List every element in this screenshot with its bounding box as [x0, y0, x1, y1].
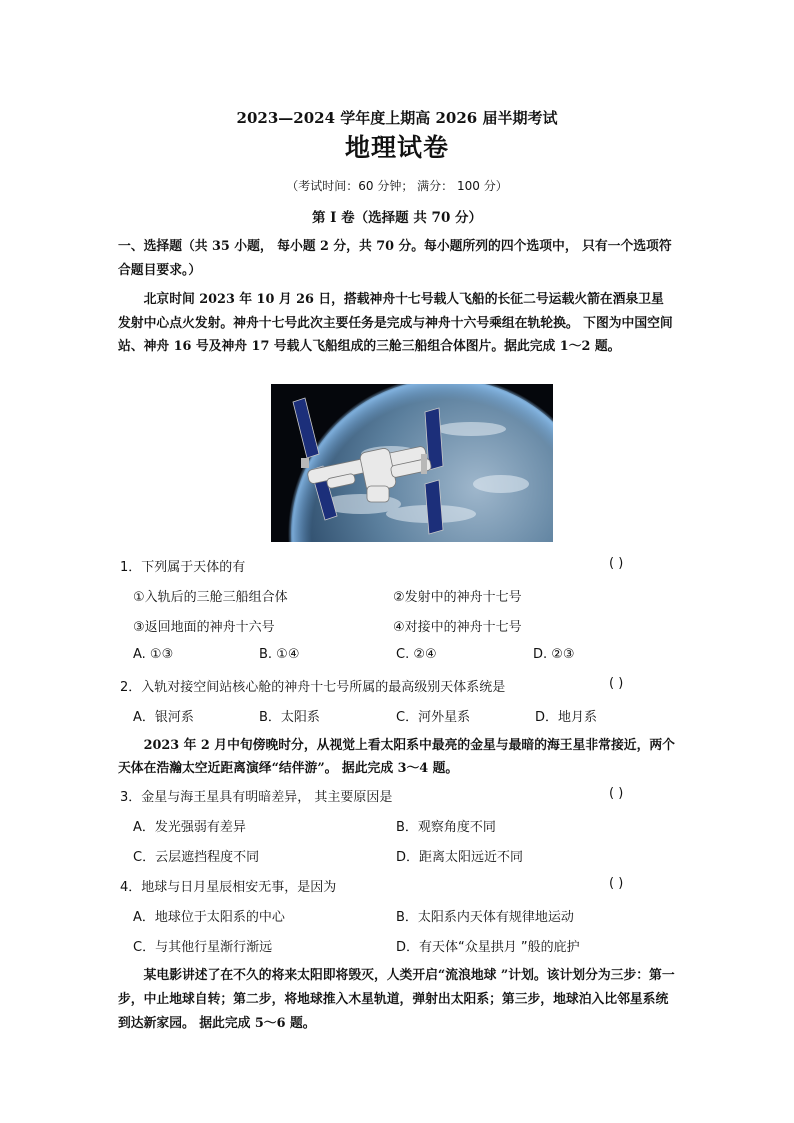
question-3-option-c: C．云层遮挡程度不同: [133, 850, 260, 865]
question-4-option-d: D．有天体“众星拱月 ”般的庇护: [396, 940, 580, 955]
material-2: 2023 年 2 月中旬傍晚时分，从视觉上看太阳系中最亮的金星与最暗的海王星非常接近，两个天体在浩瀚太空近距离演绎“结伴游”。 据此完成 3～4 题。: [118, 738, 675, 776]
question-2-answer-paren: ( ): [609, 676, 624, 691]
question-4-option-b: B．太阳系内天体有规律地运动: [396, 910, 574, 925]
question-4-option-a: A．地球位于太阳系的中心: [133, 910, 285, 925]
question-2-stem: 2．入轨对接空间站核心舱的神舟十七号所属的最高级别天体系统是: [120, 680, 506, 695]
question-1-stem: 1．下列属于天体的有: [120, 560, 246, 575]
part-title: 第 I 卷（选择题 共 70 分）: [311, 210, 483, 226]
space-station-photo: [271, 384, 553, 542]
question-1-option-a: A. ①③: [133, 647, 174, 662]
question-4-option-c: C．与其他行星渐行渐远: [133, 940, 273, 955]
question-1-item-1: ①入轨后的三舱三船组合体: [133, 590, 288, 605]
question-2-option-b: B．太阳系: [259, 710, 320, 725]
material-3: 某电影讲述了在不久的将来太阳即将毁灭，人类开启“流浪地球 ”计划。该计划分为三步：第一步，中止地球自转；第二步，将地球推入木星轨道，弹射出太阳系；第三步，地球泊入比邻星系统到达新家园。 据此完成 5～6 题。: [118, 968, 675, 1031]
question-2-option-d: D．地月系: [535, 710, 598, 725]
question-1-item-4: ④对接中的神舟十七号: [393, 620, 522, 635]
material-1: 北京时间 2023 年 10 月 26 日，搭载神舟十七号载人飞船的长征二号运载火箭在酒泉卫星发射中心点火发射。神舟十七号此次主要任务是完成与神舟十六号乘组在轨轮换。 下图为中国空间站、神舟 16 号及神舟 17 号载人飞船组成的三舱三船组合体图片。据此完成 1～2 题。: [118, 292, 673, 354]
question-2-option-a: A．银河系: [133, 710, 194, 725]
exam-meta: （考试时间：60 分钟； 满分： 100 分）: [286, 179, 508, 193]
exam-header: 2023—2024 学年度上期高 2026 届半期考试: [236, 109, 558, 127]
question-3-option-d: D．距离太阳远近不同: [396, 850, 524, 865]
question-1-option-c: C. ②④: [396, 647, 437, 662]
question-1-item-2: ②发射中的神舟十七号: [393, 590, 522, 605]
question-1-item-3: ③返回地面的神舟十六号: [133, 620, 275, 635]
question-1-answer-paren: ( ): [609, 556, 624, 571]
question-3-stem: 3．金星与海王星具有明暗差异， 其主要原因是: [120, 790, 393, 805]
question-1-option-d: D. ②③: [533, 647, 575, 662]
question-4-stem: 4．地球与日月星辰相安无事，是因为: [120, 880, 337, 895]
question-3-option-a: A．发光强弱有差异: [133, 820, 246, 835]
question-1-option-b: B. ①④: [259, 647, 300, 662]
subject-title: 地理试卷: [344, 133, 449, 162]
section-heading: 一、选择题（共 35 小题， 每小题 2 分，共 70 分。每小题所列的四个选项中， 只有一个选项符合题目要求。）: [118, 239, 672, 278]
question-4-answer-paren: ( ): [609, 876, 624, 891]
question-2-option-c: C．河外星系: [396, 710, 471, 725]
question-3-answer-paren: ( ): [609, 786, 624, 801]
question-3-option-b: B．观察角度不同: [396, 820, 496, 835]
